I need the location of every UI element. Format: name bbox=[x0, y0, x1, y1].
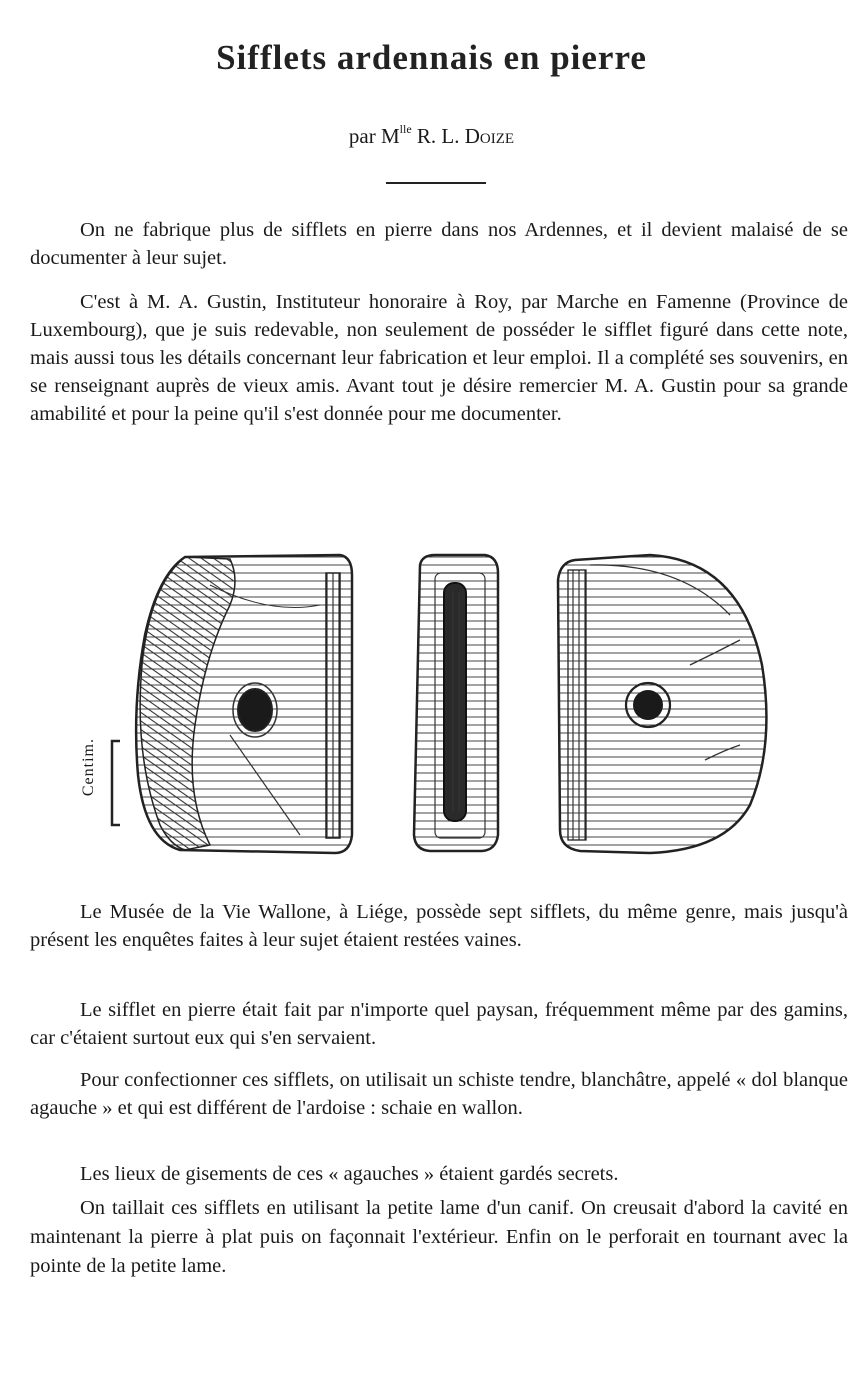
paragraph-5: Pour confectionner ces sifflets, on utilisait un schiste tendre, blanchâtre, appelé « dol blanque agauche » et qui est différent de l'ardoise : schaie en wallon. bbox=[30, 1069, 848, 1119]
scale-bar bbox=[112, 741, 120, 825]
title-divider bbox=[386, 182, 486, 184]
paragraph-7: On taillait ces sifflets en utilisant la petite lame d'un canif. On creusait d'abord la cavité en maintenant la pierre à plat puis on façonnait l'extérieur. Enfin on le perforait en tournant avec la pointe de la petite lame. bbox=[30, 1197, 848, 1277]
paragraph-1: On ne fabrique plus de sifflets en pierre dans nos Ardennes, et il devient malaisé de se documenter à leur sujet. bbox=[30, 219, 848, 269]
paragraph-2: C'est à M. A. Gustin, Instituteur honoraire à Roy, par Marche en Famenne (Province de Luxembourg), que je suis redevable, non seulement de posséder le sifflet figuré dans cette note, mais aussi tous les détails concernant leur fabrication et leur emploi. Il a complété ses souvenirs, en se renseignant auprès de vieux amis. Avant tout je désire remercier M. A. Gustin pour sa grande amabilité et pour la peine qu'il s'est donnée pour me documenter. bbox=[30, 291, 848, 425]
byline bbox=[0, 124, 863, 149]
byline-title-superscript: lle bbox=[399, 122, 412, 136]
byline-initials: R. L. bbox=[416, 124, 460, 148]
paragraph-6: Les lieux de gisements de ces « agauches » étaient gardés secrets. bbox=[80, 1163, 619, 1185]
byline-prefix: par M bbox=[348, 124, 400, 148]
scale-label: Centim. bbox=[80, 738, 97, 797]
whistle-back-view bbox=[558, 555, 766, 853]
byline-surname: Doize bbox=[464, 124, 515, 148]
whistle-front-view bbox=[136, 555, 352, 853]
paragraph-4: Le sifflet en pierre était fait par n'importe quel paysan, fréquemment même par des gamins, car c'étaient surtout eux qui s'en servaient. bbox=[30, 999, 848, 1049]
paragraph-3: Le Musée de la Vie Wallone, à Liége, possède sept sifflets, du même genre, mais jusqu'à présent les enquêtes faites à leur sujet étaient restées vaines. bbox=[30, 901, 848, 951]
article-title: Sifflets ardennais en pierre bbox=[216, 38, 647, 77]
whistle-side-view bbox=[414, 555, 498, 851]
whistle-illustration bbox=[90, 545, 790, 860]
